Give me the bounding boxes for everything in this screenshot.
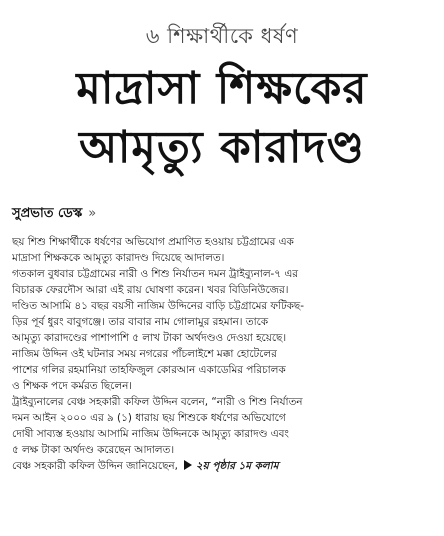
- body-line: ট্রাইব্যুনালের বেঞ্চ সহকারী কফিল উদ্দিন বলেন, “নারী ও শিশু নির্যাতন: [12, 396, 303, 408]
- continuation-jump[interactable]: ২য় পৃষ্ঠার ১ম কলাম: [195, 460, 279, 472]
- body-line: ও শিক্ষক পদে কর্মরত ছিলেন।: [12, 380, 133, 392]
- play-triangle-icon: [184, 460, 192, 470]
- body-line: মাদ্রাসা শিক্ষককে আমৃত্যু কারাদণ্ড দিয়েছে আদালত।: [12, 252, 225, 264]
- body-line: গতকাল বুধবার চট্টগ্রামের নারী ও শিশু নির্যাতন দমন ট্রাইব্যুনাল-৭ এর: [12, 268, 298, 280]
- last-line-text: বেঞ্চ সহকারী কফিল উদ্দিন জানিয়েছেন,: [12, 460, 178, 472]
- body-line: পাশের গলির রহমানিয়া তাহফিজুল কোরআন একাডেমির পরিচালক: [12, 364, 286, 376]
- article-body: [12, 234, 432, 474]
- kicker-headline: ৬ শিক্ষার্থীকে ধর্ষণ: [145, 24, 299, 48]
- body-last-line: [12, 458, 432, 474]
- body-line: বিচারক ফেরদৌস আরা এই রায় ঘোষণা করেন। খবর বিডিনিউজের।: [12, 284, 289, 296]
- body-line: ৫ লক্ষ টাকা অর্থদণ্ড করেছেন আদালত।: [12, 444, 175, 456]
- body-line: দণ্ডিত আসামি ৪১ বছর বয়সী নাজিম উদ্দিনের বাড়ি চট্টগ্রামের ফটিকছ-: [12, 300, 304, 312]
- body-line: আমৃত্যু কারাদণ্ডের পাশাপাশি ৫ লাখ টাকা অর্থদণ্ডও দেওয়া হয়েছে।: [12, 332, 287, 344]
- body-line: ছয় শিশু শিক্ষার্থীকে ধর্ষণের অভিযোগ প্রমাণিত হওয়ায় চট্টগ্রামের এক: [12, 236, 294, 248]
- body-line: দোষী সাব্যস্ত হওয়ায় আসামি নাজিম উদ্দিনকে আমৃত্যু কারাদণ্ড এবং: [12, 428, 289, 440]
- body-line: ড়ির পূর্ব ধুরং বাবুগঞ্জে। তার বাবার নাম গোলামুর রহমান। তাকে: [12, 316, 269, 328]
- byline-marker: »: [88, 206, 97, 221]
- byline: [12, 204, 96, 225]
- byline-text: সুপ্রভাত ডেস্ক: [12, 206, 83, 221]
- headline-line-2: আমৃত্যু কারাদণ্ড: [79, 122, 365, 173]
- body-line: নাজিম উদ্দিন ওই ঘটনার সময় নগরের পাঁচলাইশে মক্কা হোটেলের: [12, 348, 277, 360]
- body-line: দমন আইন ২০০০ এর ৯ (১) ধারায় ছয় শিশুকে ধর্ষণের অভিযোগে: [12, 412, 286, 424]
- headline-line-1: মাদ্রাসা শিক্ষকের: [76, 63, 368, 114]
